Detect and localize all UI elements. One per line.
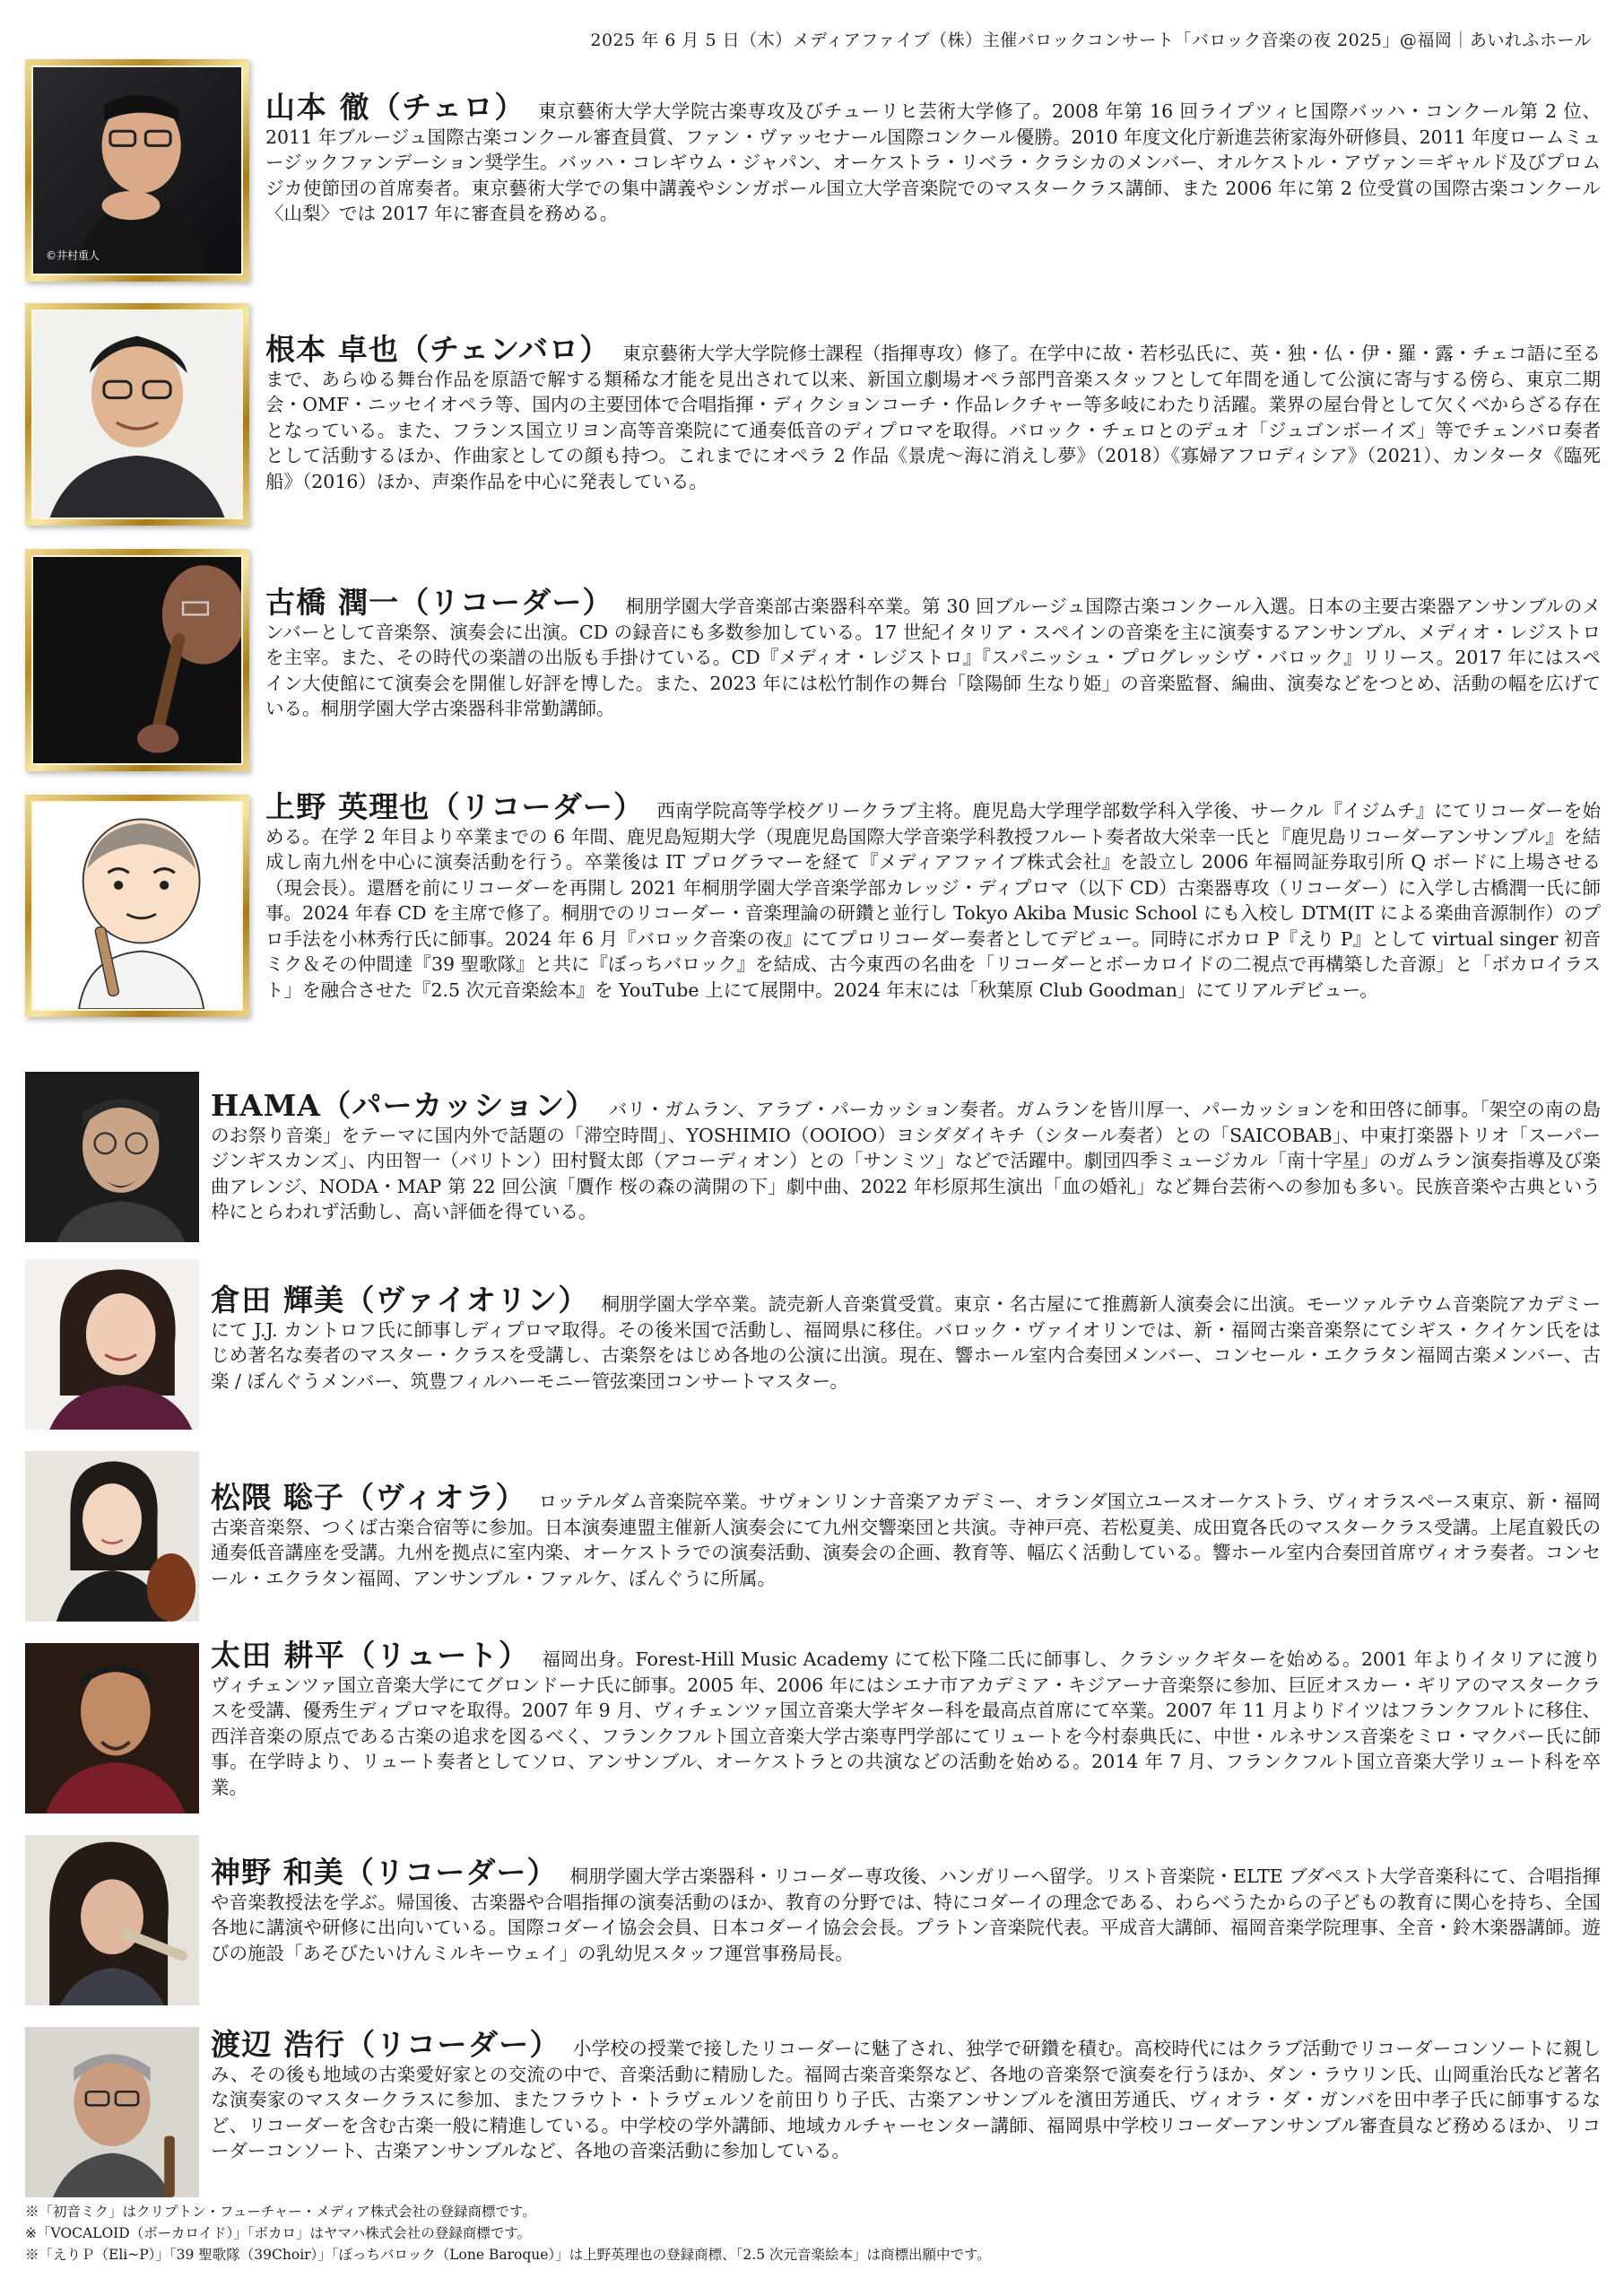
performer-bio-text: バリ・ガムラン、アラブ・パーカッション奏者。ガムランを皆川厚一、パーカッションを和田啓に師事。「架空の南の島のお祭り音楽」をテーマに国内外で話題の「滞空時間」、YOSHIMIO（OOIOO）ヨシダダイキチ（シタール奏者）との「SAICOBAB」、中東打楽器トリオ「スーパージンギスカンズ」、内田智一（バリトン）田村賢太郎（アコーディオン）との「サンミツ」などで活躍中。劇団四季ミュージカル「南十字星」のガムラン演奏指導及び楽曲アレンジ、NODA・MAP 第 22 回公演「贋作 桜の森の満開の下」劇中曲、2022 年杉原邦生演出「血の婚礼」など舞台芸術への参加も多い。民族音楽や古典という枠にとらわれず活動し、高い評価を得ている。 <box>211 1099 1601 1222</box>
portrait-photo <box>25 1643 199 1813</box>
photo-frame <box>25 1643 199 1813</box>
profile-ueno <box>25 789 1601 1064</box>
event-header: 2025 年 6 月 5 日（木）メディアファイブ（株）主催バロックコンサート「バロック音楽の夜 2025」@福岡｜あいれふホール <box>590 30 1592 50</box>
portrait-photo <box>25 1259 199 1430</box>
portrait-photo <box>25 1072 199 1242</box>
portrait-photo <box>25 1451 199 1622</box>
performer-name: 神野 和美（リコーダー） <box>211 1855 558 1890</box>
portrait-photo <box>33 557 241 763</box>
performer-bio <box>211 1480 1601 1591</box>
performer-bio-text: ロッテルダム音楽院卒業。サヴォンリンナ音楽アカデミー、オランダ国立ユースオーケストラ、ヴィオラスペース東京、新・福岡古楽音楽祭、つくば古楽合宿等に参加。日本演奏連盟主催新人演奏会にて九州交響楽団と共演。寺神戸亮、若松夏美、成田寛各氏のマスタークラス受講。上尾直毅氏の通奏低音講座を受講。九州を拠点に室内楽、オーケストラでの演奏活動、演奏会の企画、教育等、幅広く活動している。響ホール室内合奏団首席ヴィオラ奏者。コンセール・エクラタン福岡、アンサンブル・ファルケ、ぼんぐうに所属。 <box>211 1491 1601 1589</box>
performer-bio <box>211 1088 1601 1225</box>
portrait-illustration <box>33 803 241 1009</box>
performer-bio <box>211 1638 1602 1800</box>
profile-jinno <box>25 1835 1601 2014</box>
profile-kurata <box>25 1259 1601 1439</box>
footnote: ※「初音ミク」はクリプトン・フューチャー・メディア株式会社の登録商標です。 <box>25 2204 536 2220</box>
performer-bio <box>211 1283 1602 1394</box>
photo-frame <box>25 1072 199 1242</box>
performer-name: 根本 卓也（チェンバロ） <box>265 332 611 367</box>
photo-frame <box>25 549 249 771</box>
photo-frame <box>25 795 249 1017</box>
performer-bio-text: 小学校の授業で接したリコーダーに魅了され、独学で研鑽を積む。高校時代にはクラブ活動でリコーダーコンソートに親しみ、その後も地域の古楽愛好家との交流の中で、音楽活動に精励した。福岡古楽音楽祭など、各地の音楽祭で演奏を行うほか、ダン・ラウリン氏、山岡重治氏など著名な演奏家のマスタークラスに参加、またフラウト・トラヴェルソを前田りり子氏、古楽アンサンブルを濱田芳通氏、ヴィオラ・ダ・ガンバを田中孝子氏に師事するなど、リコーダーを含む古楽一般に精進している。中学校の学外講師、地域カルチャーセンター講師、福岡県中学校リコーダーアンサンブル審査員など務めるほか、リコーダーコンソート、古楽アンサンブルなど、各地の音楽活動に参加している。 <box>211 2038 1601 2161</box>
portrait-photo <box>33 311 241 517</box>
portrait-photo <box>33 67 241 274</box>
performer-bio-text: 東京藝術大学大学院古楽専攻及びチューリヒ芸術大学修了。2008 年第 16 回ライプツィヒ国際バッハ・コンクール第 2 位、2011 年ブルージュ国際古楽コンクール審査員賞、ファン・ヴァッセナール国際コンクール優勝。2010 年度文化庁新進芸術家海外研修員、2011 年度ロームミュージックファンデーション奨学生。バッハ・コレギウム・ジャパン、オーケストラ・リベラ・クラシカのメンバー、オルケストル・アヴァン＝ギャルド及びプロムジカ使節団の首席奏者。東京藝術大学での集中講義やシンガポール国立大学音楽院でのマスタークラス講師、また 2006 年に第 2 位受賞の国際古楽コンクール〈山梨〉では 2017 年に審査員を務める。 <box>265 100 1602 224</box>
profile-hama <box>25 1072 1601 1251</box>
photo-frame <box>25 1259 199 1430</box>
photo-frame <box>25 303 249 526</box>
profile-nemoto <box>25 303 1601 536</box>
portrait-photo <box>25 2027 199 2197</box>
performer-name: 上野 英理也（リコーダー） <box>265 789 645 824</box>
profile-yamamoto <box>25 59 1601 292</box>
performer-bio <box>211 1855 1601 1966</box>
profile-matsukuma <box>25 1451 1601 1631</box>
performer-name: 渡辺 浩行（リコーダー） <box>211 2027 560 2062</box>
performer-name: 松隈 聡子（ヴィオラ） <box>211 1480 526 1515</box>
performer-bio <box>265 90 1602 227</box>
performer-name: 山本 徹（チェロ） <box>265 90 526 125</box>
performer-name: HAMA（パーカッション） <box>211 1088 596 1123</box>
photo-credit: ©井村重人 <box>46 249 100 262</box>
performer-bio <box>211 2027 1601 2164</box>
performer-bio-text: 桐朋学園大学古楽器科・リコーダー専攻後、ハンガリーへ留学。リスト音楽院・ELTE ブダペスト大学音楽科にて、合唱指揮や音楽教授法を学ぶ。帰国後、古楽器や合唱指揮の演奏活動のほか、教育の分野では、特にコダーイの理念である、わらべうたからの子どもの教育に関心を持ち、全国各地に講演や研修に出向いている。国際コダーイ協会会員、日本コダーイ協会会長。プラトン音楽院代表。平成音大講師、福岡音楽学院理事、全音・鈴木楽器講師。遊びの施設「あそびたいけんミルキーウェイ」の乳幼児スタッフ運営事務局長。 <box>211 1866 1601 1964</box>
photo-frame <box>25 1451 199 1622</box>
performer-bio-text: 桐朋学園大学音楽部古楽器科卒業。第 30 回ブルージュ国際古楽コンクール入選。日本の主要古楽器アンサンブルのメンバーとして音楽祭、演奏会に出演。CD の録音にも多数参加している。17 世紀イタリア・スペインの音楽を主に演奏するアンサンブル、メディオ・レジストロを主宰。また、その時代の楽譜の出版も手掛けている。CD『メディオ・レジストロ』『スパニッシュ・プログレッシヴ・バロック』リリース。2017 年にはスペイン大使館にて演奏会を開催し好評を博した。また、2023 年には松竹制作の舞台「陰陽師 生なり姫」の音楽監督、編曲、演奏などをつとめ、活動の幅を広げている。桐朋学園大学古楽器科非常勤講師。 <box>265 596 1601 719</box>
portrait-photo <box>25 1835 199 2005</box>
photo-frame <box>25 59 249 282</box>
photo-frame <box>25 2027 199 2197</box>
performer-bio <box>265 332 1601 494</box>
profile-watanabe <box>25 2027 1601 2197</box>
performer-bio <box>265 585 1601 722</box>
performer-bio-text: 西南学院高等学校グリークラブ主将。鹿児島大学理学部数学科入学後、サークル『イジムチ』にてリコーダーを始める。在学 2 年目より卒業までの 6 年間、鹿児島短期大学（現鹿児島国際大学音楽学科教授フルート奏者故大栄幸一氏と『鹿児島リコーダーアンサンブル』を結成し南九州を中心に演奏活動を行う。卒業後は IT プログラマーを経て『メディアファイブ株式会社』を設立し 2006 年福岡証券取引所 Q ボードに上場させる（現会長）。還暦を前にリコーダーを再開し 2021 年桐朋学園大学音楽学部カレッジ・ディプロマ（以下 CD）古楽器専攻（リコーダー）に入学し古橋潤一氏に師事。2024 年春 CD を主席で修了。桐朋でのリコーダー・音楽理論の研鑽と並行し Tokyo Akiba Music School にも入校し DTM(IT による楽曲音源制作）のプロ手法を小林秀行氏に師事。2024 年 6 月『バロック音楽の夜』にてプロリコーダー奏者としてデビュー。同時にボカロ P『えり P』として virtual singer 初音ミク＆その仲間達『39 聖歌隊』と共に『ぼっちバロック』を結成、古今東西の名曲を「リコーダーとボーカロイドの二視点で再構築した音源」と「ボカロイラスト」を融合させた『2.5 次元音楽絵本』を YouTube 上にて展開中。2024 年末には「秋葉原 Club Goodman」にてリアルデビュー。 <box>265 800 1601 1001</box>
footnote: ※「VOCALOID（ボーカロイド）」「ボカロ」はヤマハ株式会社の登録商標です。 <box>25 2225 532 2241</box>
profile-ota <box>25 1638 1602 1822</box>
photo-frame <box>25 1835 199 2005</box>
footnote: ※「えりＰ（Eli~P）」「39 聖歌隊（39Choir）」「ぼっちバロック（Lone Baroque）」は上野英理也の登録商標、「2.5 次元音楽絵本」は商標出願中です。 <box>25 2247 991 2263</box>
performer-name: 太田 耕平（リュート） <box>211 1638 530 1673</box>
trademark-footnotes <box>25 2201 1597 2266</box>
profile-furuhashi <box>25 549 1601 782</box>
performer-bio-text: 福岡出身。Forest-Hill Music Academy にて松下隆二氏に師事し、クラシックギターを始める。2001 年よりイタリアに渡りヴィチェンツァ国立音楽大学にてグロンドーナ氏に師事。2005 年、2006 年にはシエナ市アカデミア・キジアーナ音楽祭に参加、巨匠オスカー・ギリアのマスタークラスを受講、優秀生ディプロマを取得。2007 年 9 月、ヴィチェンツァ国立音楽大学ギター科を最高点首席にて卒業。2007 年 11 月よりドイツはフランクフルトに移住、西洋音楽の原点である古楽の追求を図るべく、フランクフルト国立音楽大学古楽専門学部にてリュートを今村泰典氏に、中世・ルネサンス音楽をミロ・マクバー氏に師事。在学時より、リュート奏者としてソロ、アンサンブル、オーケストラとの共演などの活動を始める。2014 年 7 月、フランクフルト国立音楽大学リュート科を卒業。 <box>211 1648 1602 1798</box>
performer-bio-text: 桐朋学園大学卒業。読売新人音楽賞受賞。東京・名古屋にて推薦新人演奏会に出演。モーツァルテウム音楽院アカデミーにて J.J. カントロフ氏に師事しディプロマ取得。その後米国で活動し、福岡県に移住。バロック・ヴァイオリンでは、新・福岡古楽音楽祭にてシギス・クイケン氏をはじめ著名な奏者のマスター・クラスを受講し、古楽祭をはじめ各地の公演に出演。現在、響ホール室内合奏団メンバー、コンセール・エクラタン福岡古楽メンバー、古楽 / ぼんぐうメンバー、筑豊フィルハーモニー管弦楽団コンサートマスター。 <box>211 1293 1602 1392</box>
performer-bio-text: 東京藝術大学大学院修士課程（指揮専攻）修了。在学中に故・若杉弘氏に、英・独・仏・伊・羅・露・チェコ語に至るまで、あらゆる舞台作品を原語で解する類稀な才能を見出されて以来、新国立劇場オペラ部門音楽スタッフとして年間を通して公演に寄与する傍ら、東京二期会・OMF・ニッセイオペラ等、国内の主要団体で合唱指揮・ディクションコーチ・作品レクチャー等多岐にわたり活躍。業界の屋台骨として欠くべからざる存在となっている。また、フランス国立リヨン高等音楽院にて通奏低音のディプロマを取得。バロック・チェロとのデュオ「ジュゴンボーイズ」等でチェンバロ奏者として活動するほか、作曲家としての顔も持つ。これまでにオペラ 2 作品《景虎～海に消えし夢》（2018）《寡婦アフロディシア》（2021）、カンタータ《臨死船》（2016）ほか、声楽作品を中心に発表している。 <box>265 343 1601 492</box>
performer-name: 倉田 輝美（ヴァイオリン） <box>211 1283 589 1318</box>
performer-name: 古橋 潤一（リコーダー） <box>265 585 613 620</box>
performer-bio <box>265 789 1601 1003</box>
